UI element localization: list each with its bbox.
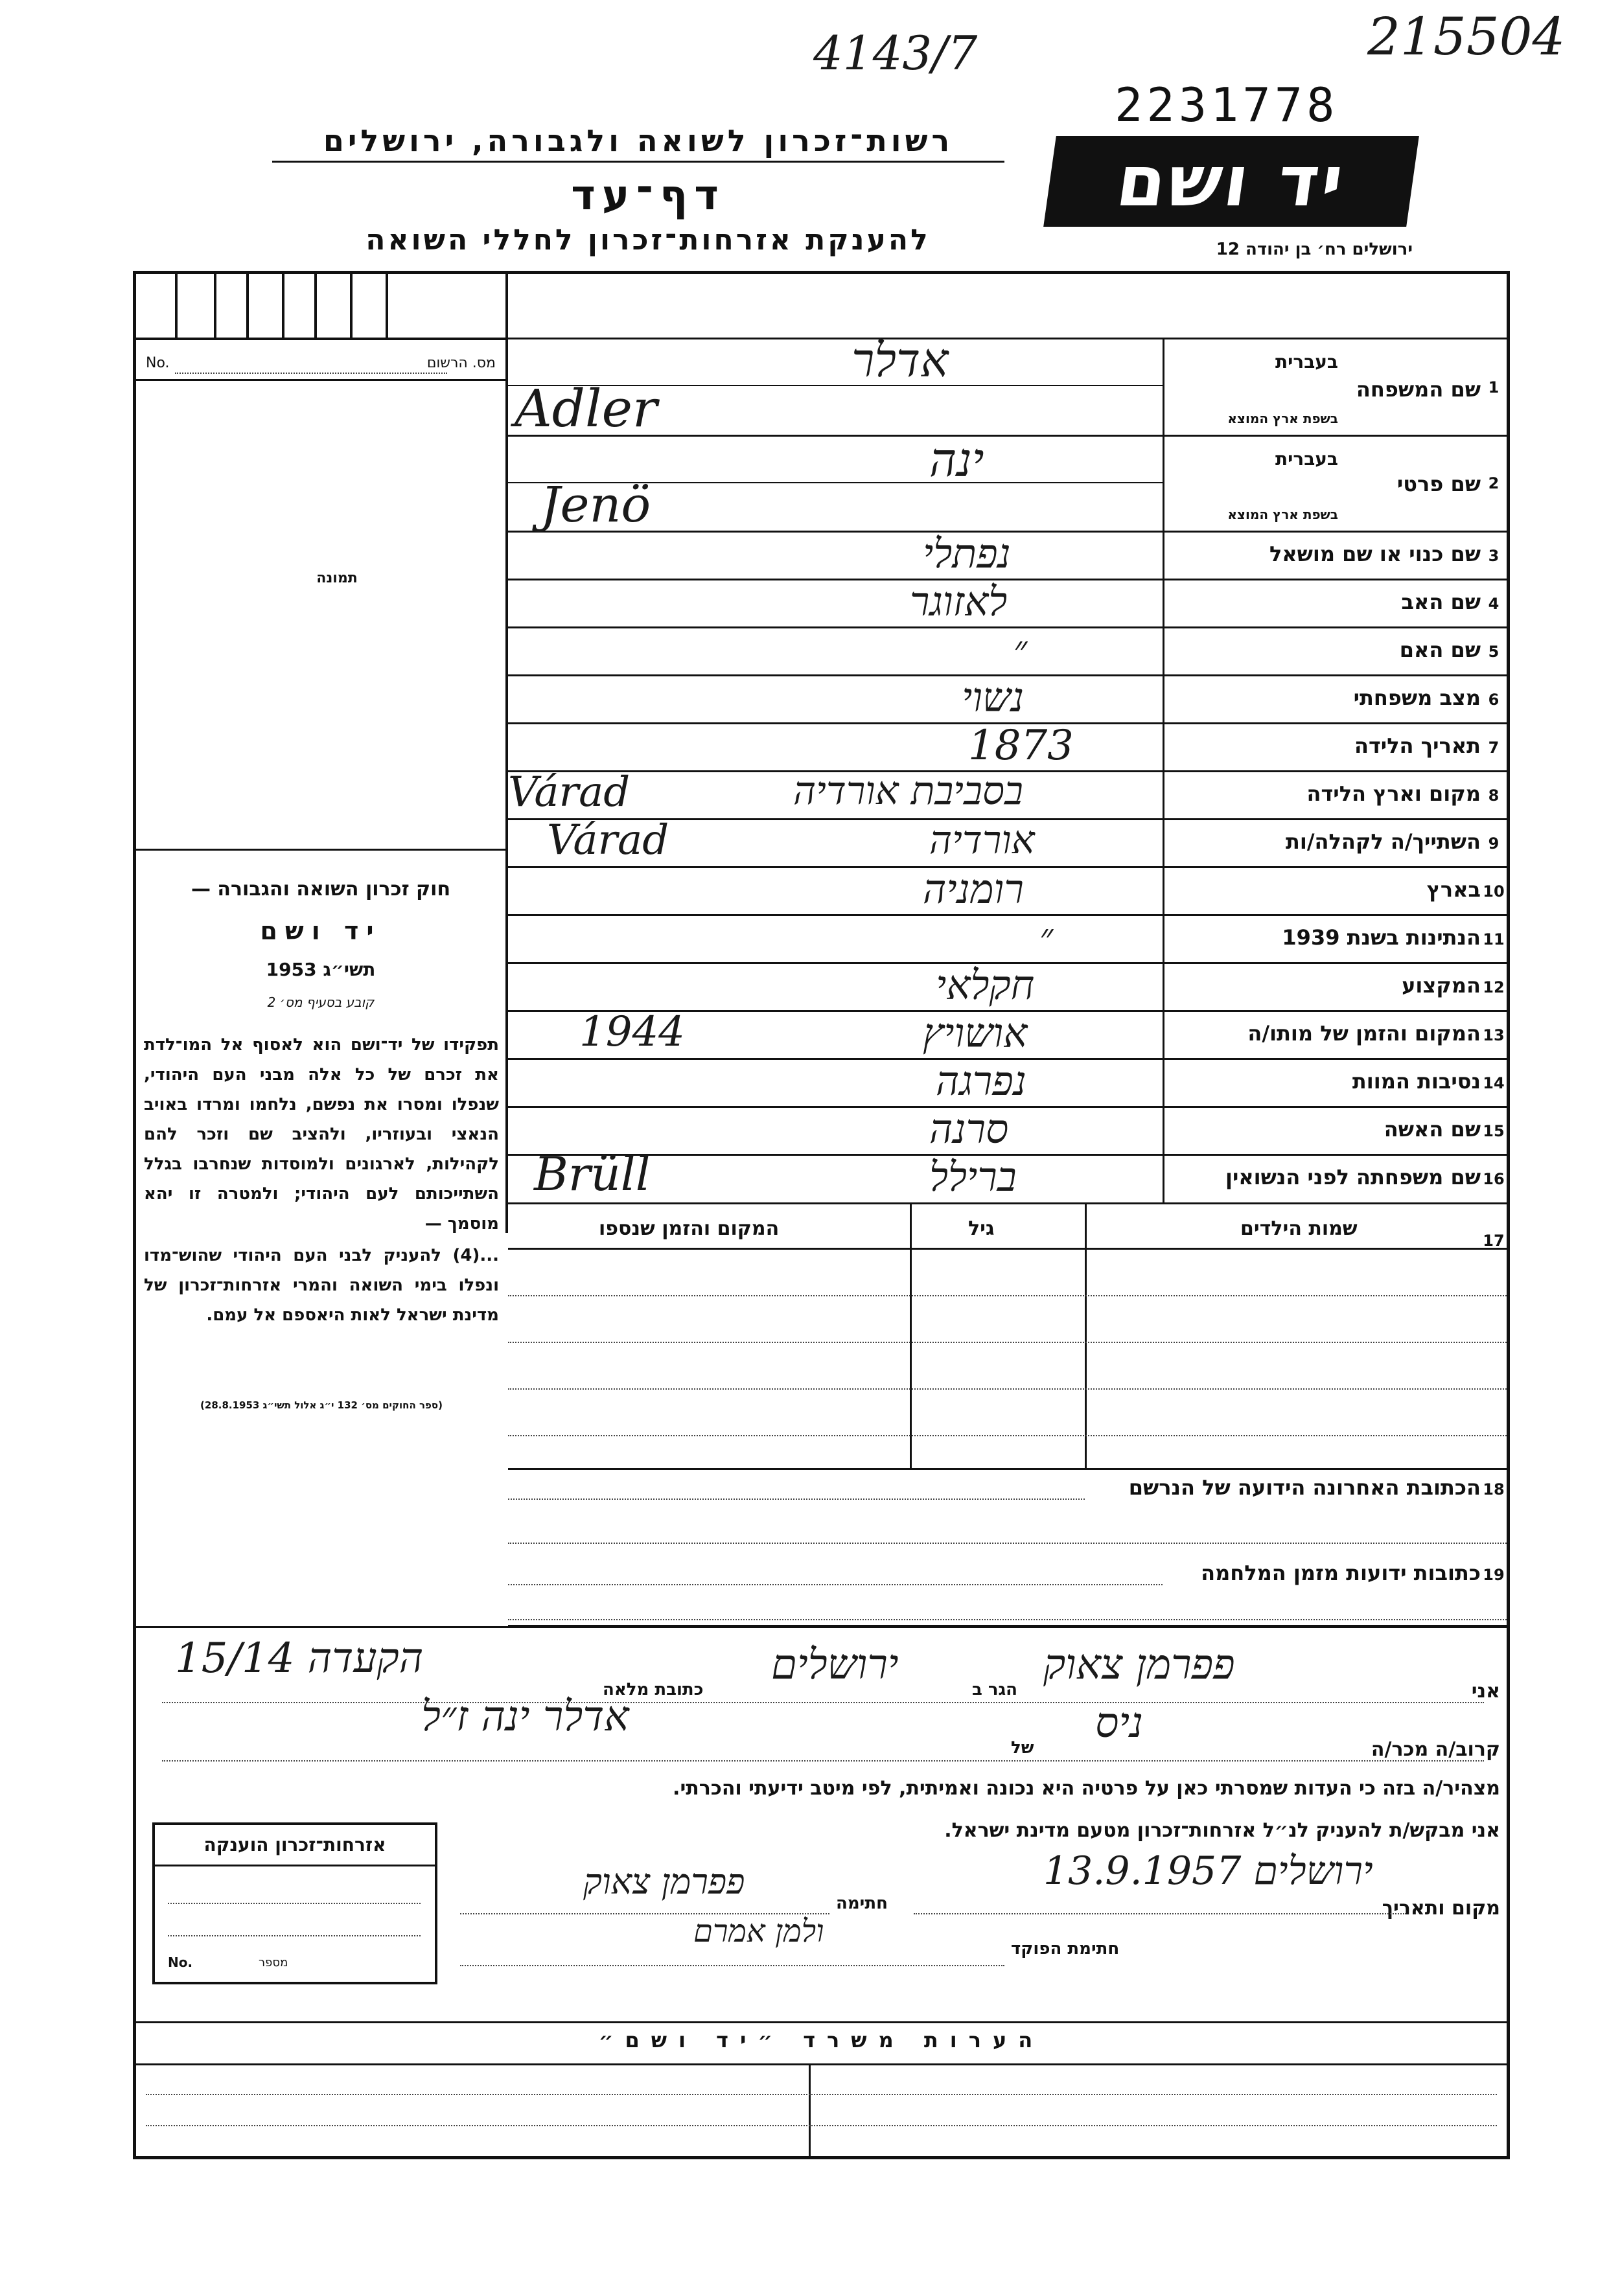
field-number: 1 [1488,378,1500,396]
field-value: רומניה [923,866,1024,913]
logo-address: ירושלים רח׳ בן יהודה 12 [1216,240,1413,259]
citizenship-number-prefix: No. [168,1955,193,1970]
field-number: 4 [1488,595,1500,613]
field-value: נשוי [962,674,1025,721]
decl-ani: אני [1471,1680,1500,1703]
field-value: לאזוגר [910,578,1008,625]
field-value: נפתלי [923,530,1011,577]
decl-of-label: של [1011,1738,1034,1758]
field-number: 6 [1488,691,1500,709]
field-row-19 [508,1556,1507,1627]
field-label: בארץ [1426,877,1481,902]
field-number: 2 [1488,474,1500,492]
field-label: המקום והזמן של מותו/ה [1247,1021,1481,1046]
decl-address-label: כתובת מלאה [603,1680,704,1699]
field-value: אושויץ [923,1009,1028,1057]
decl-city: ירושלים [771,1641,899,1689]
children-col-names: שמות הילדים [1240,1217,1358,1240]
decl-relation: ניס [1095,1699,1143,1747]
field-row-9 [508,816,1507,868]
field-value: ״ [1013,628,1028,671]
field-row-18 [508,1470,1507,1556]
field-value: נפרגה [936,1057,1026,1105]
field-number: 13 [1483,1026,1505,1044]
decl-name: פפרמן צאוק [1043,1641,1235,1689]
field-number: 10 [1483,882,1505,901]
field-number: 16 [1483,1170,1505,1188]
field-label: מקום וארץ הלידה [1306,781,1481,806]
field-row-15 [508,1105,1507,1156]
reg-number-label: מס. הרשום [426,355,496,371]
field-label: שם המשפחה [1356,377,1481,402]
field-value-origin: 1944 [579,1008,685,1056]
field-row-16 [508,1147,1507,1204]
decl-relative-label: קרוב/ה מכר/ה [1371,1738,1500,1761]
file-number: 4143/7 [813,26,978,80]
row19-number: 19 [1483,1566,1505,1584]
field-label: שם האב [1401,590,1481,614]
law-text-2: ...(4) להעניק לבני העם היהודי שהוש־מדו ונפלו בימי השואה והמרי אזרחות־זכרון של מדינת ישראל לאות היאספם אל עמם. [144,1246,499,1325]
field-label: נסיבות המוות [1352,1069,1481,1094]
authority-name: רשות־זכרון לשואה ולגבורה, ירושלים [272,123,1004,163]
form-subtitle: להענקת אזרחות־זכרון לחללי השואה [365,224,931,257]
decl-resides-label: הגר ב [972,1680,1018,1699]
law-section: קובע בסעיף מס׳ 2 [267,994,375,1010]
field-number: 3 [1488,547,1500,565]
row18-label: הכתובת האחרונה הידועה של הנרשם [1128,1475,1481,1500]
field-number: 7 [1488,739,1500,757]
field-value-hebrew: אדלר [851,333,949,387]
citizenship-number-label: מספר [259,1956,288,1969]
field-row-5 [508,628,1507,676]
decl-address: הקעדה 15/14 [175,1635,424,1682]
children-table [508,1204,1507,1470]
fields-area [508,333,1507,1204]
field-row-14 [508,1057,1507,1108]
field-label: הנתינות בשנת 1939 [1282,925,1481,950]
law-text-1: תפקידו של יד־ושם הוא לאסוף אל המו־לדת את זכרם של כל אלה מבני העם היהודי, שנפלו ומסרו את נפשם, נלחמו ומרדו באויב הנאצי ובעוזריו, ולהציב שם וזכר להם לקהילות, לארגונים ולמוסדות שנחרבו בגלל השתייכותם לעם היהודי; ולמטרה זו יהא מוסמך — [144,1035,499,1234]
decl-statement-2: אני מבקש/ת להעניק לנ״ל אזרחות־זכרון מטעם מדינת ישראל. [944,1819,1500,1842]
field-sub-origin: בשפת ארץ המוצא [1227,411,1338,426]
declaration [136,1628,1507,2049]
field-label: השתייך/ה לקהלה/ות [1285,829,1481,854]
field-value: אורדיה [929,818,1035,863]
field-number: 15 [1483,1122,1505,1140]
children-col-age: גיל [968,1217,995,1240]
field-label: שם משפחתה לפני הנשואין [1225,1165,1481,1189]
field-number: 5 [1488,643,1500,661]
field-label: שם האם [1399,637,1481,662]
field-label: תאריך הלידה [1354,733,1481,758]
field-value-origin: Jenö [540,476,651,533]
law-name: יד ושם [260,917,382,945]
photo-label: תמונה [316,570,358,586]
decl-signature: פפרמן צאוק [583,1861,745,1902]
field-value-origin: Várad [547,816,669,864]
field-row-2 [508,433,1507,533]
field-row-8 [508,768,1507,820]
decl-statement-1: מצהיר/ה בזה כי העדות שמסרתי כאן על פרטיה היא נכונה ואמיתית, לפי מיטב ידיעתי והכרתי. [673,1777,1500,1800]
field-row-12 [508,961,1507,1012]
row19-label: כתובות ידועות מזמן המלחמה [1201,1561,1481,1585]
field-row-3 [508,530,1507,580]
field-value: חקלאי [936,961,1035,1009]
top-strip [136,274,505,340]
decl-official-signature: ולמן אמרם [693,1913,824,1949]
citizenship-box [152,1822,437,1984]
field-label: שם פרטי [1396,472,1481,496]
form-title: דף־עד [571,172,725,220]
law-citation: (ספר החוקים מס׳ 132 י״ג אלול תשי״ג 28.8.1953) [200,1399,443,1411]
field-row-13 [508,1008,1507,1060]
field-number: 12 [1483,978,1505,996]
field-sub-hebrew: בעברית [1275,351,1338,373]
field-row-6 [508,676,1507,724]
decl-signature-label: חתימה [836,1894,888,1913]
office-notes-title: הערות משרד ״יד ושם״ [598,2028,1045,2052]
field-number: 9 [1488,834,1500,853]
field-label: שם כנוי או שם מושאל [1269,542,1481,566]
field-number: 14 [1483,1074,1505,1092]
field-number: 8 [1488,786,1500,805]
logo-text: יד ושם [1111,141,1351,222]
field-value: ברילל [929,1153,1017,1200]
field-label: שם האשה [1384,1117,1481,1142]
law-title: חוק זכרון השואה והגבורה — [191,878,451,901]
field-label: מצב משפחתי [1353,685,1481,710]
decl-place-date: ירושלים 13.9.1957 [1043,1848,1373,1894]
field-value-hebrew: ינה [929,433,984,487]
children-col-place: המקום והזמן שנספו [599,1217,780,1240]
sheet-number: 215504 [1367,6,1566,67]
decl-official-label: חתימת הפוקד [1011,1939,1120,1958]
field-row-7 [508,724,1507,772]
children-number: 17 [1483,1232,1505,1250]
field-label: המקצוע [1402,973,1481,998]
field-sub-hebrew: בעברית [1275,448,1338,470]
field-row-10 [508,868,1507,916]
field-row-4 [508,580,1507,628]
reg-number [146,355,496,371]
yad-vashem-logo [1043,136,1419,227]
field-value: סרנה [929,1105,1009,1153]
reg-number-prefix: No. [146,355,170,371]
citizenship-title: אזרחות־זכרון הוענקה [155,1834,435,1866]
stamp-number: 2231778 [1115,78,1339,132]
field-value-origin: Brüll [534,1147,651,1201]
field-row-11 [508,916,1507,964]
field-sub-origin: בשפת ארץ המוצא [1227,507,1338,522]
decl-place-date-label: מקום ותאריך [1382,1897,1500,1920]
decl-of-name: אדלר ינה ז״ל [421,1693,629,1741]
field-value: 1873 [968,722,1074,770]
field-value-origin: Várad [508,768,631,816]
field-number: 11 [1483,930,1505,948]
law-year: תשי״ג 1953 [266,959,376,980]
field-value: ״ [1039,916,1054,958]
field-value-origin: Adler [515,378,658,439]
field-value: בסביבת אורדיה [793,768,1023,814]
field-row-1 [508,333,1507,439]
row18-number: 18 [1483,1480,1505,1498]
